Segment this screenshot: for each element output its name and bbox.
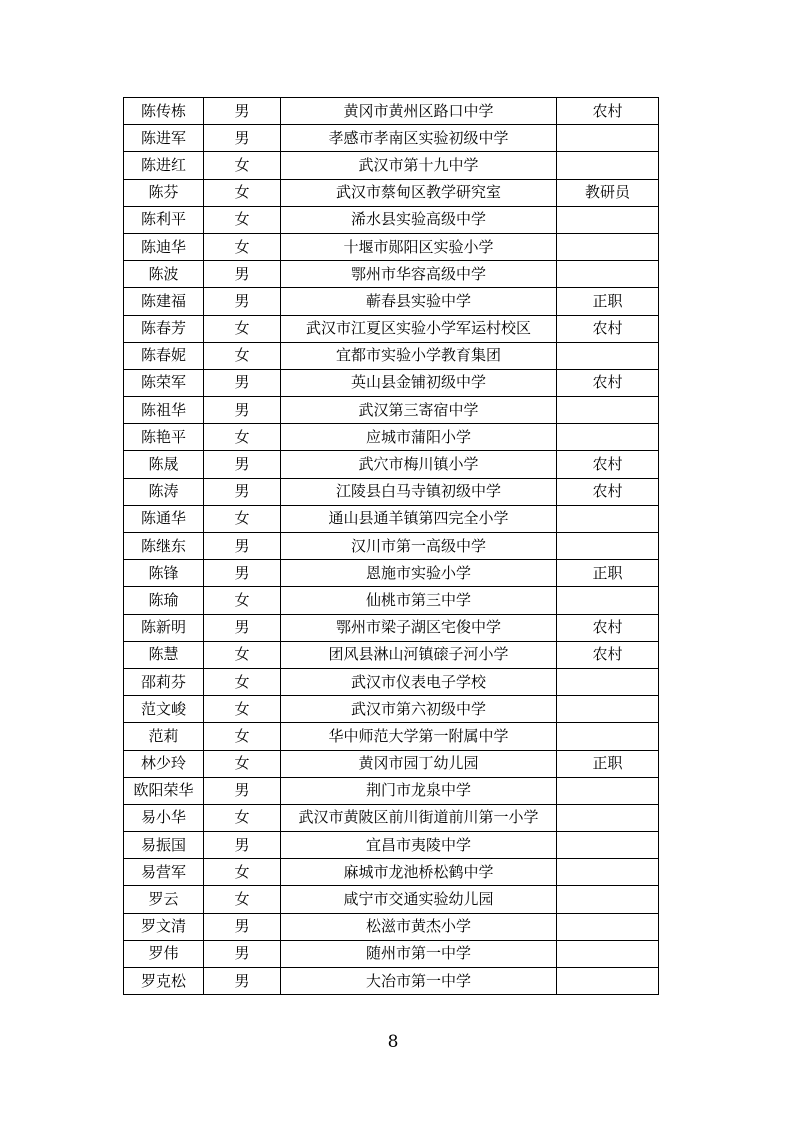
name-cell: 陈通华 xyxy=(124,505,204,532)
note-cell xyxy=(557,832,659,859)
school-cell: 浠水县实验高级中学 xyxy=(281,206,557,233)
table-row xyxy=(124,668,659,695)
note-cell xyxy=(557,342,659,369)
gender-cell: 女 xyxy=(204,206,281,233)
roster-table-body xyxy=(124,98,659,995)
name-cell: 欧阳荣华 xyxy=(124,777,204,804)
table-row xyxy=(124,832,659,859)
gender-cell: 女 xyxy=(204,179,281,206)
note-cell: 农村 xyxy=(557,614,659,641)
gender-cell: 女 xyxy=(204,342,281,369)
table-row xyxy=(124,587,659,614)
name-cell: 陈锋 xyxy=(124,560,204,587)
school-cell: 通山县通羊镇第四完全小学 xyxy=(281,505,557,532)
name-cell: 范文峻 xyxy=(124,696,204,723)
note-cell xyxy=(557,886,659,913)
table-row xyxy=(124,641,659,668)
name-cell: 陈利平 xyxy=(124,206,204,233)
gender-cell: 女 xyxy=(204,641,281,668)
gender-cell: 男 xyxy=(204,777,281,804)
table-row xyxy=(124,261,659,288)
table-row xyxy=(124,179,659,206)
school-cell: 麻城市龙池桥松鹤中学 xyxy=(281,859,557,886)
gender-cell: 女 xyxy=(204,505,281,532)
school-cell: 大冶市第一中学 xyxy=(281,968,557,995)
school-cell: 武汉市蔡甸区教学研究室 xyxy=(281,179,557,206)
name-cell: 陈慧 xyxy=(124,641,204,668)
note-cell xyxy=(557,233,659,260)
school-cell: 汉川市第一高级中学 xyxy=(281,533,557,560)
school-cell: 华中师范大学第一附属中学 xyxy=(281,723,557,750)
school-cell: 鄂州市梁子湖区宅俊中学 xyxy=(281,614,557,641)
note-cell xyxy=(557,261,659,288)
gender-cell: 男 xyxy=(204,533,281,560)
school-cell: 武汉第三寄宿中学 xyxy=(281,397,557,424)
gender-cell: 女 xyxy=(204,233,281,260)
table-row xyxy=(124,940,659,967)
note-cell: 农村 xyxy=(557,369,659,396)
school-cell: 武汉市仪表电子学校 xyxy=(281,668,557,695)
name-cell: 陈晟 xyxy=(124,451,204,478)
gender-cell: 男 xyxy=(204,614,281,641)
note-cell: 农村 xyxy=(557,478,659,505)
school-cell: 咸宁市交通实验幼儿园 xyxy=(281,886,557,913)
school-cell: 宜都市实验小学教育集团 xyxy=(281,342,557,369)
name-cell: 易小华 xyxy=(124,804,204,831)
school-cell: 松滋市黄杰小学 xyxy=(281,913,557,940)
gender-cell: 男 xyxy=(204,261,281,288)
note-cell xyxy=(557,940,659,967)
note-cell: 农村 xyxy=(557,451,659,478)
gender-cell: 男 xyxy=(204,913,281,940)
gender-cell: 男 xyxy=(204,369,281,396)
name-cell: 陈春芳 xyxy=(124,315,204,342)
name-cell: 易营军 xyxy=(124,859,204,886)
table-row xyxy=(124,533,659,560)
note-cell xyxy=(557,668,659,695)
name-cell: 陈荣军 xyxy=(124,369,204,396)
name-cell: 陈瑜 xyxy=(124,587,204,614)
school-cell: 武穴市梅川镇小学 xyxy=(281,451,557,478)
note-cell xyxy=(557,424,659,451)
table-row xyxy=(124,233,659,260)
table-row xyxy=(124,397,659,424)
note-cell xyxy=(557,804,659,831)
table-row xyxy=(124,505,659,532)
table-row xyxy=(124,424,659,451)
gender-cell: 男 xyxy=(204,125,281,152)
table-row xyxy=(124,125,659,152)
name-cell: 陈春妮 xyxy=(124,342,204,369)
table-row xyxy=(124,206,659,233)
school-cell: 荆门市龙泉中学 xyxy=(281,777,557,804)
school-cell: 恩施市实验小学 xyxy=(281,560,557,587)
school-cell: 应城市蒲阳小学 xyxy=(281,424,557,451)
note-cell: 正职 xyxy=(557,750,659,777)
school-cell: 随州市第一中学 xyxy=(281,940,557,967)
school-cell: 武汉市第十九中学 xyxy=(281,152,557,179)
name-cell: 邵莉芬 xyxy=(124,668,204,695)
note-cell xyxy=(557,587,659,614)
note-cell xyxy=(557,125,659,152)
name-cell: 陈进红 xyxy=(124,152,204,179)
school-cell: 鄂州市华容高级中学 xyxy=(281,261,557,288)
name-cell: 陈涛 xyxy=(124,478,204,505)
gender-cell: 男 xyxy=(204,560,281,587)
note-cell xyxy=(557,505,659,532)
note-cell xyxy=(557,968,659,995)
school-cell: 十堰市郧阳区实验小学 xyxy=(281,233,557,260)
school-cell: 蕲春县实验中学 xyxy=(281,288,557,315)
gender-cell: 女 xyxy=(204,315,281,342)
gender-cell: 男 xyxy=(204,832,281,859)
gender-cell: 女 xyxy=(204,723,281,750)
note-cell xyxy=(557,696,659,723)
table-row xyxy=(124,750,659,777)
table-row xyxy=(124,777,659,804)
table-row xyxy=(124,288,659,315)
name-cell: 陈艳平 xyxy=(124,424,204,451)
name-cell: 陈迪华 xyxy=(124,233,204,260)
table-row xyxy=(124,968,659,995)
name-cell: 陈波 xyxy=(124,261,204,288)
school-cell: 江陵县白马寺镇初级中学 xyxy=(281,478,557,505)
note-cell xyxy=(557,913,659,940)
table-row xyxy=(124,369,659,396)
school-cell: 团风县淋山河镇磙子河小学 xyxy=(281,641,557,668)
name-cell: 陈新明 xyxy=(124,614,204,641)
roster-table xyxy=(123,97,659,995)
school-cell: 武汉市第六初级中学 xyxy=(281,696,557,723)
name-cell: 陈祖华 xyxy=(124,397,204,424)
name-cell: 罗伟 xyxy=(124,940,204,967)
table-row xyxy=(124,342,659,369)
note-cell xyxy=(557,859,659,886)
school-cell: 武汉市江夏区实验小学军运村校区 xyxy=(281,315,557,342)
table-row xyxy=(124,723,659,750)
note-cell: 农村 xyxy=(557,641,659,668)
gender-cell: 男 xyxy=(204,451,281,478)
gender-cell: 女 xyxy=(204,668,281,695)
table-row xyxy=(124,804,659,831)
table-row xyxy=(124,152,659,179)
gender-cell: 女 xyxy=(204,859,281,886)
gender-cell: 男 xyxy=(204,397,281,424)
name-cell: 陈传栋 xyxy=(124,98,204,125)
school-cell: 武汉市黄陂区前川街道前川第一小学 xyxy=(281,804,557,831)
note-cell: 农村 xyxy=(557,315,659,342)
school-cell: 宜昌市夷陵中学 xyxy=(281,832,557,859)
name-cell: 范莉 xyxy=(124,723,204,750)
name-cell: 陈进军 xyxy=(124,125,204,152)
gender-cell: 女 xyxy=(204,886,281,913)
table-row xyxy=(124,98,659,125)
note-cell xyxy=(557,397,659,424)
gender-cell: 女 xyxy=(204,804,281,831)
gender-cell: 男 xyxy=(204,940,281,967)
note-cell xyxy=(557,723,659,750)
name-cell: 陈建福 xyxy=(124,288,204,315)
name-cell: 易振国 xyxy=(124,832,204,859)
gender-cell: 女 xyxy=(204,750,281,777)
name-cell: 林少玲 xyxy=(124,750,204,777)
gender-cell: 女 xyxy=(204,424,281,451)
note-cell xyxy=(557,152,659,179)
note-cell: 正职 xyxy=(557,560,659,587)
table-row xyxy=(124,696,659,723)
gender-cell: 男 xyxy=(204,288,281,315)
table-row xyxy=(124,913,659,940)
gender-cell: 女 xyxy=(204,696,281,723)
school-cell: 英山县金铺初级中学 xyxy=(281,369,557,396)
table-row xyxy=(124,859,659,886)
gender-cell: 男 xyxy=(204,98,281,125)
page-number: 8 xyxy=(387,1032,399,1052)
table-row xyxy=(124,451,659,478)
gender-cell: 男 xyxy=(204,968,281,995)
note-cell xyxy=(557,533,659,560)
table-row xyxy=(124,315,659,342)
table-row xyxy=(124,614,659,641)
table-row xyxy=(124,560,659,587)
note-cell: 正职 xyxy=(557,288,659,315)
note-cell xyxy=(557,206,659,233)
table-row xyxy=(124,478,659,505)
note-cell: 农村 xyxy=(557,98,659,125)
school-cell: 黄冈市园丁幼儿园 xyxy=(281,750,557,777)
gender-cell: 女 xyxy=(204,152,281,179)
name-cell: 罗文清 xyxy=(124,913,204,940)
name-cell: 陈继东 xyxy=(124,533,204,560)
school-cell: 孝感市孝南区实验初级中学 xyxy=(281,125,557,152)
name-cell: 罗克松 xyxy=(124,968,204,995)
table-row xyxy=(124,886,659,913)
gender-cell: 女 xyxy=(204,587,281,614)
gender-cell: 男 xyxy=(204,478,281,505)
school-cell: 仙桃市第三中学 xyxy=(281,587,557,614)
name-cell: 陈芬 xyxy=(124,179,204,206)
name-cell: 罗云 xyxy=(124,886,204,913)
note-cell xyxy=(557,777,659,804)
school-cell: 黄冈市黄州区路口中学 xyxy=(281,98,557,125)
note-cell: 教研员 xyxy=(557,179,659,206)
